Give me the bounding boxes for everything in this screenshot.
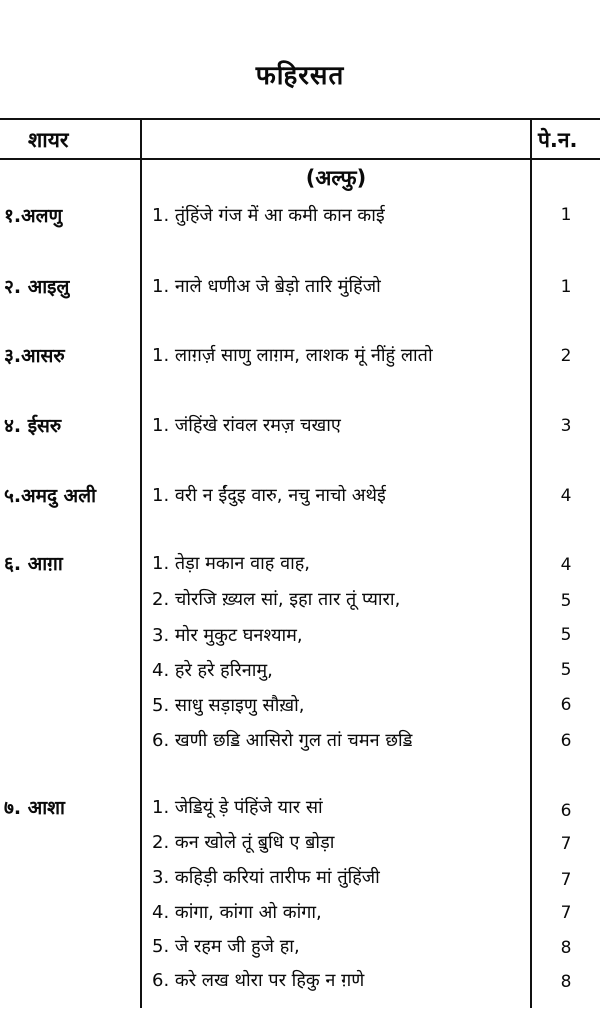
page-number: 6 bbox=[560, 731, 572, 751]
page-number: 2 bbox=[560, 346, 572, 366]
section-heading: (अल्फु) bbox=[305, 166, 367, 190]
page-number: 8 bbox=[560, 938, 572, 958]
poem-title: 1. वरी न ईंदुइ वारु, नचु नाचो अथेई bbox=[152, 485, 386, 506]
page-number: 6 bbox=[560, 695, 572, 715]
page-title: फहिरसत bbox=[255, 61, 345, 91]
page-number: 4 bbox=[560, 486, 572, 506]
poem-title: 5. जे रहम जी हुजे हा, bbox=[152, 936, 300, 957]
poem-title: 1. जंहिंखे रांवल रमज़ चखाए bbox=[152, 415, 341, 436]
page-number: 5 bbox=[560, 660, 572, 680]
page-number: 3 bbox=[560, 416, 572, 436]
page-number: 7 bbox=[560, 834, 572, 854]
page-number: 4 bbox=[560, 555, 572, 575]
poet-name: ४. ईसरु bbox=[4, 415, 62, 437]
poet-name: ५.अमदु अली bbox=[4, 485, 96, 507]
poem-title: 3. मोर मुकुट घनश्याम, bbox=[152, 625, 303, 646]
poet-name: ७. आशा bbox=[4, 797, 65, 819]
poem-title: 1. जेॾियूं ड़े पंहिंजे यार सां bbox=[152, 797, 323, 818]
poem-title: 4. कांगा, कांगा ओ कांगा, bbox=[152, 902, 322, 923]
page-number: 1 bbox=[560, 205, 572, 225]
poem-title: 2. चोरजि ख़्यल सां, इहा तार तूं प्यारा, bbox=[152, 589, 401, 610]
poem-title: 4. हरे हरे हरिनामु, bbox=[152, 660, 273, 681]
column-header-poet: शायर bbox=[28, 128, 69, 152]
poem-title: 2. कन खोले तूं ॿुधि ए ॿोड़ा bbox=[152, 832, 335, 853]
table-header-rule bbox=[0, 158, 600, 160]
page-number: 5 bbox=[560, 591, 572, 611]
poet-name: ६. आग़ा bbox=[4, 553, 63, 575]
page-number: 6 bbox=[560, 801, 572, 821]
page-number: 1 bbox=[560, 277, 572, 297]
poem-title: 1. लाग़र्ज़ साणु लाग़म, लाशक मूं नींहुं लातो bbox=[152, 345, 433, 366]
poem-title: 6. करे लख थोरा पर हिकु न ग़णे bbox=[152, 970, 365, 991]
table-top-rule bbox=[0, 118, 600, 120]
page-number: 7 bbox=[560, 903, 572, 923]
poet-name: ३.आसरु bbox=[4, 345, 65, 367]
poem-title: 1. नाले धणीअ जे ॿेड़ो तारि मुंहिंजो bbox=[152, 276, 381, 297]
poem-title: 5. साधु सड़ाइणु सौख़ो, bbox=[152, 695, 305, 716]
column-divider-left bbox=[140, 118, 142, 1008]
poem-title: 3. कहिड़ी करियां तारीफ मां तुंहिंजी bbox=[152, 867, 380, 888]
column-header-page: पे.न. bbox=[538, 128, 578, 152]
page-number: 8 bbox=[560, 972, 572, 992]
page-number: 5 bbox=[560, 625, 572, 645]
poet-name: २. आइलु bbox=[4, 276, 70, 298]
poem-title: 1. तेड़ा मकान वाह वाह, bbox=[152, 553, 311, 574]
poet-name: १.अलणु bbox=[4, 205, 63, 227]
poem-title: 1. तुंहिंजे गंज में आ कमी कान काई bbox=[152, 205, 385, 226]
poem-title: 6. खणी छॾि आसिरो गुल तां चमन छॾि bbox=[152, 730, 413, 751]
page-number: 7 bbox=[560, 870, 572, 890]
